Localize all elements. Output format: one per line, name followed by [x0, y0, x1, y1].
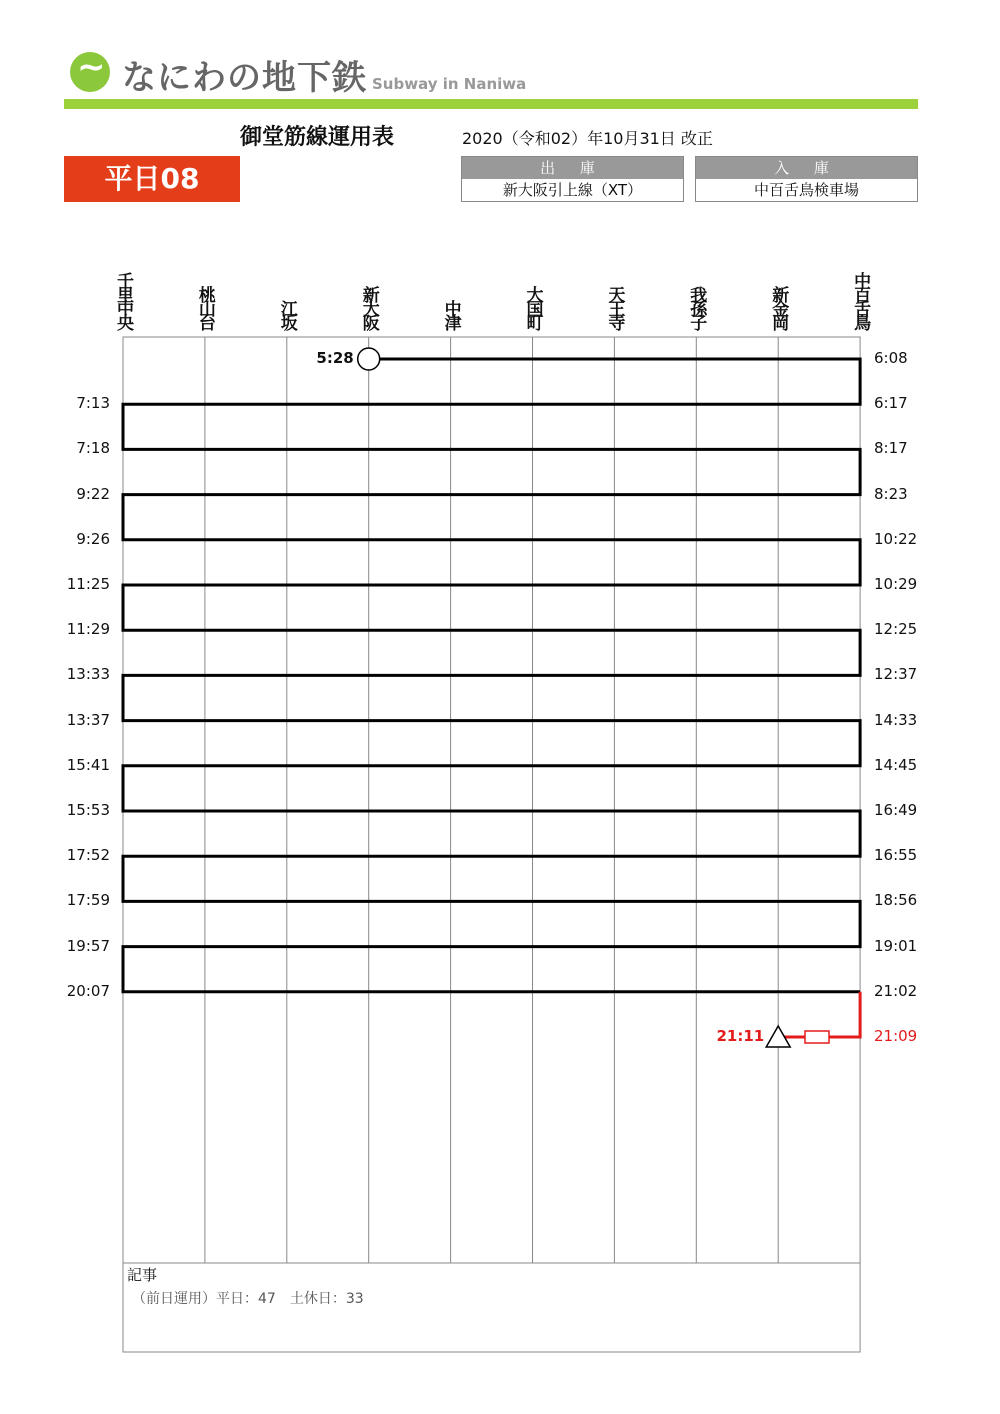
station-5: 大国町: [522, 286, 543, 328]
left-time: 15:53: [66, 801, 110, 819]
station-7: 我孫子: [686, 286, 707, 328]
left-time: 11:25: [66, 575, 110, 593]
station-2: 江坂: [276, 300, 297, 328]
right-time: 19:01: [874, 936, 918, 955]
left-time: 9:22: [76, 484, 110, 503]
left-time: 7:13: [76, 394, 110, 413]
station-4: 中津: [440, 300, 461, 328]
depart-value: 新大阪引上線（XT）: [502, 181, 643, 199]
left-time: 15:41: [66, 755, 110, 774]
right-time: 10:22: [874, 529, 918, 548]
depot-line: [778, 992, 860, 1037]
right-time: 14:45: [874, 755, 918, 774]
station-9: 中百舌鳥: [850, 272, 871, 328]
notes-text: （前日運用）平日：47 土休日：33: [132, 1291, 364, 1307]
page-title: 御堂筋線運用表: [240, 125, 395, 150]
right-time: 16:55: [874, 846, 918, 865]
arrive-time: 21:09: [874, 1027, 918, 1045]
service-badge: 平日08: [64, 156, 240, 202]
right-time: 16:49: [874, 801, 918, 819]
brand-subtitle: Subway in Naniwa: [372, 75, 527, 93]
right-time: 12:25: [874, 620, 918, 639]
start-time: 5:28: [316, 349, 354, 367]
right-time: 6:08: [874, 349, 908, 367]
revision-date: 2020（令和02）年10月31日 改正: [462, 129, 713, 148]
right-time: 6:17: [874, 394, 908, 413]
route-path: [123, 348, 860, 992]
grid: [123, 337, 860, 1352]
right-time: 14:33: [874, 710, 918, 729]
right-time: 8:23: [874, 484, 908, 503]
brand-name: なにわの地下鉄: [122, 58, 367, 98]
depart-label: 出 庫: [462, 157, 683, 179]
route-line: [123, 359, 860, 992]
enter-label: 入 庫: [696, 157, 917, 179]
right-time: 18:56: [874, 891, 918, 910]
right-time: 10:29: [874, 575, 918, 593]
final-time: 21:11: [716, 1027, 765, 1045]
left-time: 17:59: [66, 891, 110, 910]
left-time: 19:57: [66, 936, 110, 955]
enter-value: 中百舌鳥検車場: [753, 181, 859, 199]
station-1: 桃山台: [194, 286, 215, 328]
station-0: 千里中央: [113, 272, 133, 328]
notes-label: 記事: [127, 1266, 158, 1284]
station-6: 天王寺: [604, 286, 625, 328]
right-time: 21:02: [874, 981, 918, 1000]
station-8: 新金岡: [768, 286, 789, 328]
station-3: 新大阪: [358, 286, 379, 328]
left-time: 13:33: [66, 665, 110, 684]
depot-segment: [766, 992, 860, 1047]
left-time: 11:29: [66, 620, 110, 639]
left-time: 20:07: [66, 981, 110, 1000]
depot-marker: [805, 1031, 829, 1043]
right-time: 12:37: [874, 665, 918, 684]
left-time: 7:18: [76, 439, 110, 458]
grid-frame: [123, 337, 860, 1352]
left-time: 17:52: [66, 846, 110, 865]
left-time: 13:37: [66, 710, 110, 729]
left-time: 9:26: [76, 529, 110, 548]
start-marker: [358, 348, 380, 370]
right-time: 8:17: [874, 439, 908, 458]
